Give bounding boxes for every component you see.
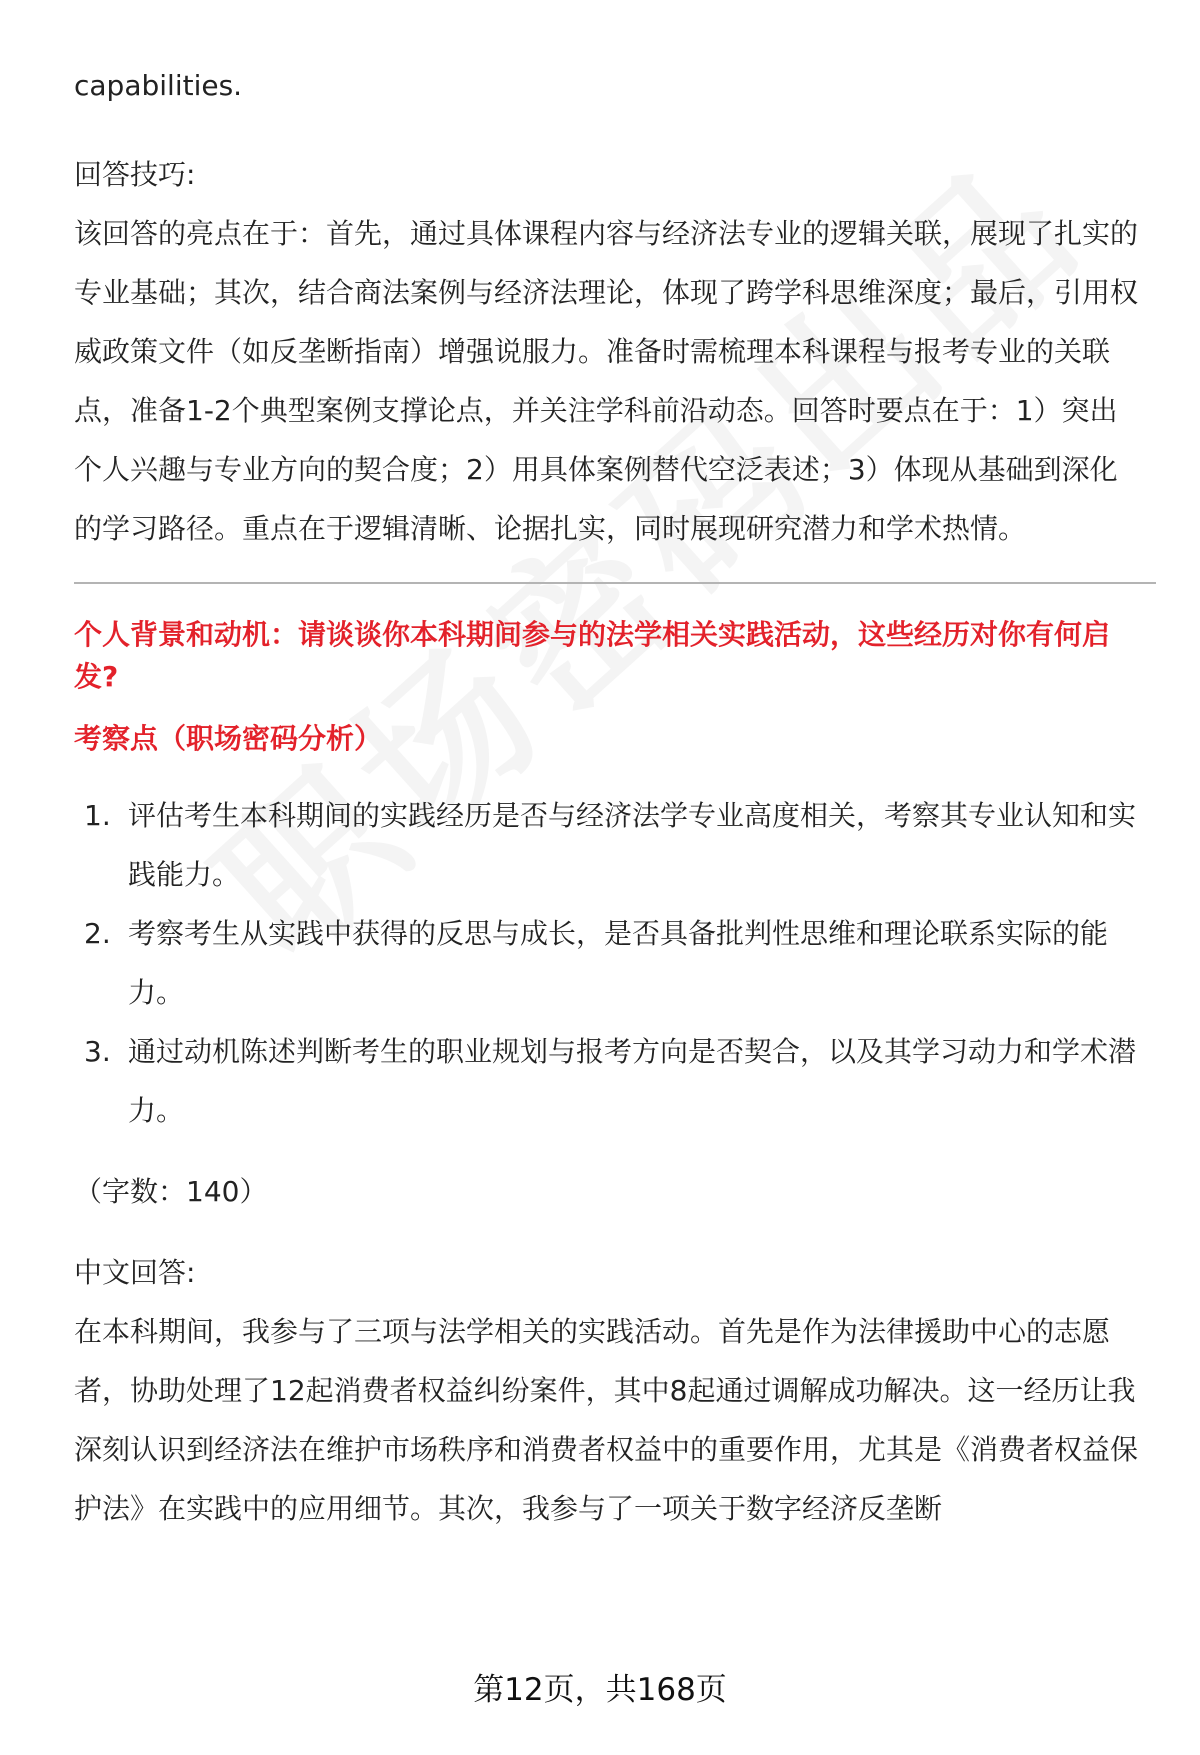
list-number: 1. xyxy=(84,799,111,832)
list-item-text: 通过动机陈述判断考生的职业规划与报考方向是否契合，以及其学习动力和学术潜力。 xyxy=(128,1035,1137,1127)
analysis-title: 考察点（职场密码分析） xyxy=(74,722,383,755)
page-footer: 第12页，共168页 xyxy=(473,1672,727,1708)
list-item xyxy=(74,786,1144,904)
answer-body: 在本科期间，我参与了三项与法学相关的实践活动。首先是作为法律援助中心的志愿者，协助处理了12起消费者权益纠纷案件，其中8起通过调解成功解决。这一经历让我深刻认识到经济法在维护市场秩序和消费者权益中的重要作用，尤其是《消费者权益保护法》在实践中的应用细节。其次，我参与了一项关于数字经济反垄断 xyxy=(74,1315,1139,1525)
tips-body: 该回答的亮点在于：首先，通过具体课程内容与经济法专业的逻辑关联，展现了扎实的专业基础；其次，结合商法案例与经济法理论，体现了跨学科思维深度；最后，引用权威政策文件（如反垄断指南）增强说服力。准备时需梳理本科课程与报考专业的关联点，准备1-2个典型案例支撑论点，并关注学科前沿动态。回答时要点在于：1）突出个人兴趣与专业方向的契合度；2）用具体案例替代空泛表述；3）体现从基础到深化的学习路径。重点在于逻辑清晰、论据扎实，同时展现研究潜力和学术热情。 xyxy=(74,217,1139,545)
list-item xyxy=(74,1022,1144,1140)
continued-text: capabilities. xyxy=(74,69,243,102)
list-number: 3. xyxy=(84,1035,111,1068)
answer-label: 中文回答: xyxy=(74,1256,196,1289)
word-count: （字数：140） xyxy=(74,1175,268,1208)
list-item-text: 考察考生从实践中获得的反思与成长，是否具备批判性思维和理论联系实际的能力。 xyxy=(128,917,1109,1009)
tips-label: 回答技巧: xyxy=(74,158,196,191)
section-divider xyxy=(74,582,1156,584)
list-number: 2. xyxy=(84,917,111,950)
list-item-text: 评估考生本科期间的实践经历是否与经济法学专业高度相关，考察其专业认知和实践能力。 xyxy=(128,799,1137,891)
list-item xyxy=(74,904,1144,1022)
page-content xyxy=(74,56,1144,1538)
analysis-points xyxy=(74,786,1144,1140)
question-heading: 个人背景和动机：请谈谈你本科期间参与的法学相关实践活动，这些经历对你有何启发? xyxy=(74,618,1111,693)
